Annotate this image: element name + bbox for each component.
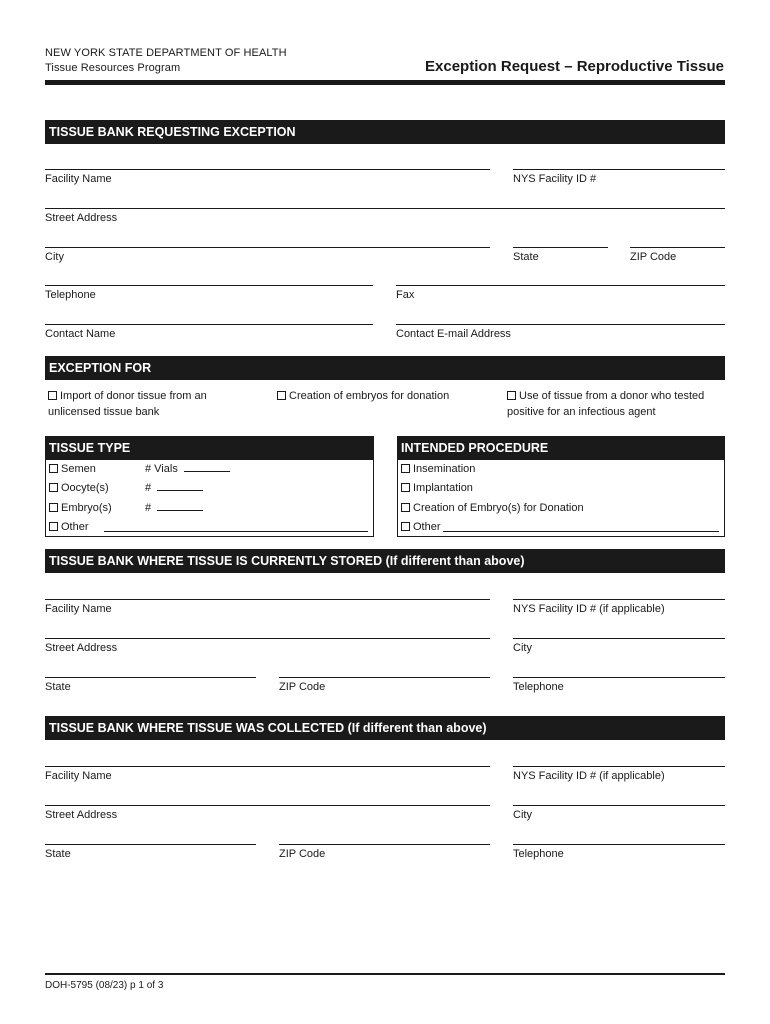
footer-divider [45,973,725,975]
tissue-other-row[interactable] [49,521,89,533]
stored-street-field[interactable] [45,638,490,654]
collected-facility-name-label: Facility Name [45,770,112,782]
tissue-embryo-row[interactable] [49,502,112,514]
oocyte-count-label: # [145,482,152,494]
city-label: City [45,251,64,263]
procedure-other-blank[interactable] [443,531,719,532]
collected-zip-label: ZIP Code [279,848,326,860]
checkbox-icon[interactable] [49,503,58,512]
embryo-count-blank[interactable] [157,503,203,511]
collected-nys-id-field[interactable] [513,766,725,782]
stored-street-label: Street Address [45,642,118,654]
stored-nys-id-label: NYS Facility ID # (if applicable) [513,603,665,615]
agency-header [45,46,287,76]
procedure-insemination-label: Insemination [413,463,476,475]
tissue-oocyte-label: Oocyte(s) [61,482,109,494]
procedure-implantation-label: Implantation [413,482,473,494]
checkbox-icon[interactable] [507,391,516,400]
stored-nys-id-field[interactable] [513,599,725,615]
facility-name-label: Facility Name [45,173,112,185]
stored-state-label: State [45,681,71,693]
tissue-type-header: TISSUE TYPE [45,436,374,460]
exception-option-import[interactable] [48,388,248,420]
title-divider [45,80,725,85]
collected-street-label: Street Address [45,809,118,821]
collected-zip-field[interactable] [279,844,490,860]
checkbox-icon[interactable] [401,503,410,512]
telephone-label: Telephone [45,289,96,301]
state-label: State [513,251,539,263]
form-number: DOH-5795 (08/23) p 1 of 3 [45,980,164,991]
procedure-insemination-row[interactable] [401,463,475,475]
exception-infectious-label: Use of tissue from a donor who tested positive for an infectious agent [507,390,705,418]
stored-telephone-field[interactable] [513,677,725,693]
collected-city-label: City [513,809,532,821]
embryo-count-field[interactable] [145,502,203,514]
contact-name-label: Contact Name [45,328,116,340]
exception-option-creation[interactable] [277,388,477,404]
checkbox-icon[interactable] [49,522,58,531]
stored-facility-name-field[interactable] [45,599,490,615]
checkbox-icon[interactable] [277,391,286,400]
contact-name-field[interactable] [45,324,373,340]
section-exception-header: EXCEPTION FOR [45,356,725,380]
contact-email-label: Contact E-mail Address [396,328,511,340]
collected-state-label: State [45,848,71,860]
collected-facility-name-field[interactable] [45,766,490,782]
tissue-oocyte-row[interactable] [49,482,109,494]
stored-facility-name-label: Facility Name [45,603,112,615]
stored-zip-field[interactable] [279,677,490,693]
checkbox-icon[interactable] [49,483,58,492]
oocyte-count-field[interactable] [145,482,203,494]
nys-facility-id-label: NYS Facility ID # [513,173,597,185]
nys-facility-id-field[interactable] [513,169,725,185]
zip-field[interactable] [630,247,725,263]
tissue-semen-row[interactable] [49,463,96,475]
exception-import-label: Import of donor tissue from an unlicensed tissue bank [48,390,207,418]
procedure-embryo-donation-row[interactable] [401,502,584,514]
exception-option-infectious[interactable] [507,388,725,420]
stored-city-field[interactable] [513,638,725,654]
collected-city-field[interactable] [513,805,725,821]
street-address-label: Street Address [45,212,118,224]
semen-vials-field[interactable] [145,463,230,475]
section-requesting-header: TISSUE BANK REQUESTING EXCEPTION [45,120,725,144]
agency-name: NEW YORK STATE DEPARTMENT OF HEALTH [45,47,287,59]
collected-telephone-label: Telephone [513,848,564,860]
checkbox-icon[interactable] [401,464,410,473]
checkbox-icon[interactable] [49,464,58,473]
telephone-field[interactable] [45,285,373,301]
checkbox-icon[interactable] [401,483,410,492]
semen-vials-blank[interactable] [184,464,230,472]
stored-state-field[interactable] [45,677,256,693]
stored-zip-label: ZIP Code [279,681,326,693]
section-stored-header: TISSUE BANK WHERE TISSUE IS CURRENTLY STORED (If different than above) [45,549,725,573]
zip-label: ZIP Code [630,251,677,263]
procedure-other-label: Other [413,521,441,533]
tissue-other-label: Other [61,521,89,533]
collected-state-field[interactable] [45,844,256,860]
collected-nys-id-label: NYS Facility ID # (if applicable) [513,770,665,782]
embryo-count-label: # [145,502,152,514]
city-field[interactable] [45,247,490,263]
procedure-embryo-donation-label: Creation of Embryo(s) for Donation [413,502,584,514]
contact-email-field[interactable] [396,324,725,340]
form-title: Exception Request – Reproductive Tissue [425,58,724,75]
oocyte-count-blank[interactable] [157,483,203,491]
procedure-other-row[interactable] [401,521,441,533]
collected-street-field[interactable] [45,805,490,821]
stored-telephone-label: Telephone [513,681,564,693]
procedure-implantation-row[interactable] [401,482,473,494]
checkbox-icon[interactable] [48,391,57,400]
checkbox-icon[interactable] [401,522,410,531]
facility-name-field[interactable] [45,169,490,185]
tissue-other-blank[interactable] [104,531,368,532]
fax-label: Fax [396,289,415,301]
street-address-field[interactable] [45,208,725,224]
tissue-embryo-label: Embryo(s) [61,502,112,514]
section-collected-header: TISSUE BANK WHERE TISSUE WAS COLLECTED (If different than above) [45,716,725,740]
semen-vials-label: # Vials [145,463,178,475]
program-name: Tissue Resources Program [45,62,181,74]
intended-procedure-header: INTENDED PROCEDURE [397,436,725,460]
stored-city-label: City [513,642,532,654]
fax-field[interactable] [396,285,725,301]
exception-creation-label: Creation of embryos for donation [289,390,450,402]
state-field[interactable] [513,247,608,263]
tissue-semen-label: Semen [61,463,96,475]
collected-telephone-field[interactable] [513,844,725,860]
